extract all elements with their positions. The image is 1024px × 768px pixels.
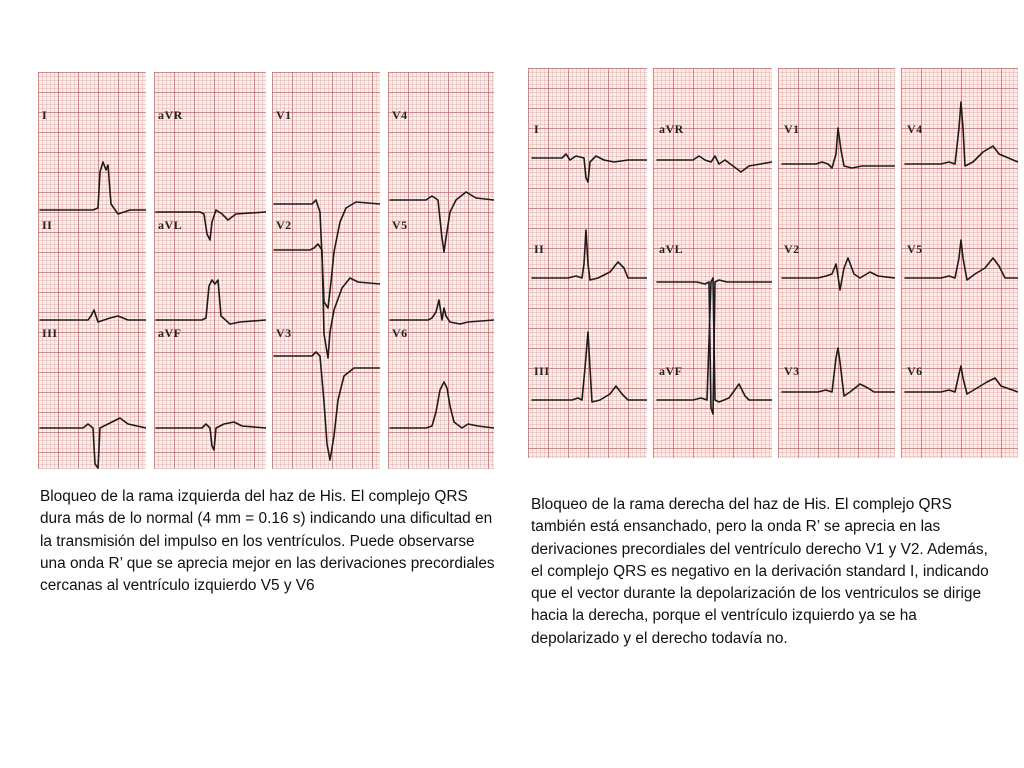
- rbbb-lead-label-V6: V6: [907, 364, 923, 378]
- rbbb-lead-label-aVL: aVL: [659, 242, 684, 256]
- lbbb-v4-v6-traces: [388, 72, 494, 469]
- rbbb-lead-label-aVR: aVR: [659, 122, 684, 136]
- rbbb-strip-limb: [528, 68, 647, 458]
- rbbb-strip-v4-v6: [901, 68, 1018, 458]
- lead-label-V1: V1: [276, 108, 292, 122]
- rbbb-strip-v1-v3: [778, 68, 895, 458]
- rbbb-limb-traces: [528, 68, 647, 458]
- rbbb-lead-label-aVF: aVF: [659, 364, 683, 378]
- rbbb-lead-label-III: III: [534, 364, 550, 378]
- rbbb-lead-label-V2: V2: [784, 242, 800, 256]
- lbbb-trace-V1: [274, 200, 380, 308]
- lbbb-trace-I: [40, 162, 146, 214]
- rbbb-trace-I: [532, 154, 647, 182]
- lbbb-strip-augmented: [154, 72, 266, 469]
- rbbb-lead-label-V5: V5: [907, 242, 923, 256]
- lbbb-trace-aVL: [156, 280, 266, 324]
- lbbb-trace-V6: [390, 382, 494, 428]
- lead-label-III: III: [42, 326, 58, 340]
- lbbb-strip-v1-v3: [272, 72, 380, 469]
- lead-label-aVR: aVR: [158, 108, 183, 122]
- lbbb-trace-III: [40, 418, 146, 468]
- lbbb-limb-traces: [38, 72, 146, 469]
- lbbb-trace-aVF: [156, 422, 266, 450]
- rbbb-trace-II: [532, 230, 647, 280]
- lead-label-V6: V6: [392, 326, 408, 340]
- lead-label-aVL: aVL: [158, 218, 183, 232]
- rbbb-lead-label-V4: V4: [907, 122, 923, 136]
- rbbb-lead-label-II: II: [534, 242, 545, 256]
- lbbb-caption: Bloqueo de la rama izquierda del haz de His. El complejo QRS dura más de lo normal (4 mm = 0.16 s) indicando una dificultad en la transmisión del impulso en los ventrículos. Puede observarse una onda R’ que se aprecia mejor en las derivaciones precordiales cercanas al ventrículo izquierdo V5 y V6: [40, 488, 495, 595]
- lead-label-aVF: aVF: [158, 326, 182, 340]
- lbbb-trace-II: [40, 310, 146, 322]
- lead-label-I: I: [42, 108, 48, 122]
- rbbb-trace-V2: [782, 258, 895, 290]
- rbbb-lead-label-I: I: [534, 122, 540, 136]
- lead-label-V4: V4: [392, 108, 408, 122]
- rbbb-strip-augmented: [653, 68, 772, 458]
- lead-label-V5: V5: [392, 218, 408, 232]
- lbbb-augmented-traces: [154, 72, 266, 469]
- rbbb-lead-label-V1: V1: [784, 122, 800, 136]
- lead-label-II: II: [42, 218, 53, 232]
- lbbb-v1-v3-traces: [272, 72, 380, 469]
- rbbb-caption: Bloqueo de la rama derecha del haz de His. El complejo QRS también está ensanchado, pero la onda R’ se aprecia en las derivaciones precordiales del ventrículo derecho V1 y V2. Además, el complejo QRS es negativo en la derivación standard I, indicando que el vector durante la depolarización de los ventriculos se dirige hacia la derecha, porque el ventrículo izquierdo ya se ha depolarizado y el derecho todavía no.: [531, 496, 989, 647]
- rbbb-trace-aVR: [657, 156, 772, 172]
- lbbb-trace-V5: [390, 300, 494, 324]
- lbbb-strip-limb: [38, 72, 146, 469]
- lead-label-V3: V3: [276, 326, 292, 340]
- lbbb-strip-v4-v6: [388, 72, 494, 469]
- rbbb-lead-label-V3: V3: [784, 364, 800, 378]
- lead-label-V2: V2: [276, 218, 292, 232]
- lbbb-trace-V3: [274, 352, 380, 460]
